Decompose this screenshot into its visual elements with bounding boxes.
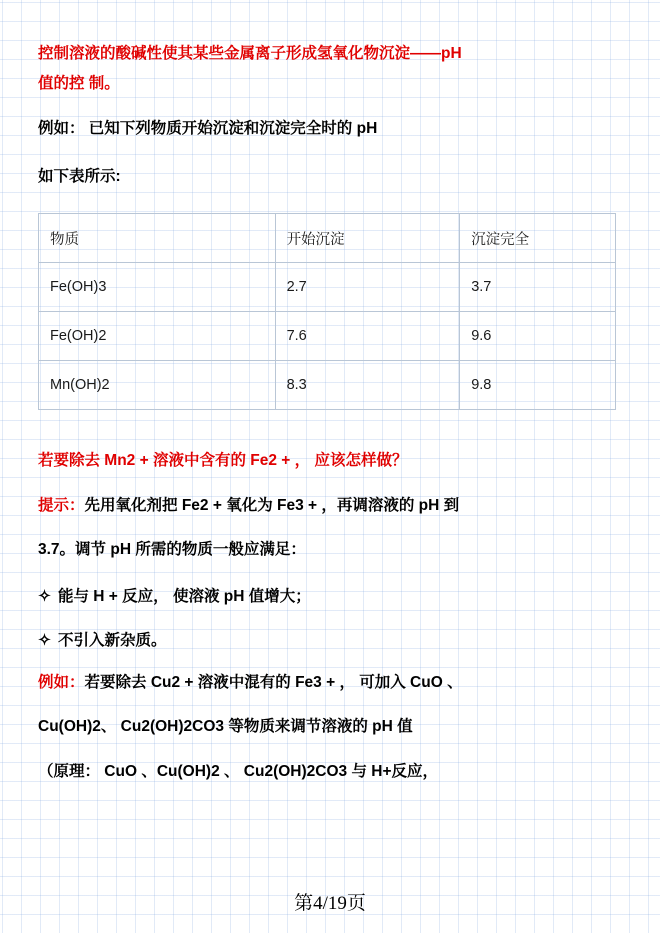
example-line-1 — [38, 672, 616, 694]
slide-title-line-1: 控制溶液的酸碱性使其某些金属离子形成氢氧化物沉淀——pH — [38, 45, 462, 62]
hint-body: 先用氧化剂把 Fe2 + 氧化为 Fe3 + ，再调溶液的 pH 到 — [84, 496, 460, 514]
diamond-icon: ✧ — [38, 631, 51, 649]
table-cell: 2.7 — [275, 263, 460, 312]
hint-line-2: 3.7。调节 pH 所需的物质一般应满足： — [38, 541, 306, 559]
hint-line-1 — [38, 495, 616, 517]
ph-table — [38, 213, 616, 410]
hint-label: 提示： — [38, 496, 85, 514]
bullet-item-1-label: 能与 H + 反应， 使溶液 pH 值增大； — [58, 587, 311, 605]
bullet-item-1 — [38, 584, 616, 606]
diamond-icon: ✧ — [38, 587, 51, 605]
bullet-item-2 — [38, 628, 616, 650]
table-cell: Fe(OH)3 — [39, 263, 276, 312]
example-line-2: Cu(OH)2、 Cu2(OH)2CO3 等物质来调节溶液的 pH 值 — [38, 718, 413, 736]
example-line-3: （原理： CuO 、Cu(OH)2 、 Cu2(OH)2CO3 与 H+反应， — [38, 762, 439, 780]
question-line: 若要除去 Mn2 + 溶液中含有的 Fe2 + ， 应该怎样做？ — [38, 452, 408, 470]
document-content — [38, 42, 616, 892]
table-cell: 9.8 — [460, 361, 616, 410]
table-cell: Mn(OH)2 — [39, 361, 276, 410]
bullet-item-2-label: 不引入新杂质。 — [58, 631, 167, 649]
page-footer: 第4/19页 — [294, 893, 366, 914]
example-body: 若要除去 Cu2 + 溶液中混有的 Fe3 + ， 可加入 CuO 、 — [84, 673, 463, 691]
intro-line-2: 如下表所示: — [38, 167, 121, 185]
table-header-cell: 沉淀完全 — [460, 214, 616, 263]
intro-line-1: 例如： 已知下列物质开始沉淀和沉淀完全时的 pH — [38, 120, 378, 138]
table-row — [39, 361, 616, 410]
table-row — [39, 312, 616, 361]
table-cell: 7.6 — [275, 312, 460, 361]
table-cell: 3.7 — [460, 263, 616, 312]
table-cell: 9.6 — [460, 312, 616, 361]
table-header-cell: 物质 — [39, 214, 276, 263]
table-header-row — [39, 214, 616, 263]
example-label: 例如： — [38, 673, 85, 691]
table-cell: 8.3 — [275, 361, 460, 410]
table-cell: Fe(OH)2 — [39, 312, 276, 361]
table-header-cell: 开始沉淀 — [275, 214, 460, 263]
slide-title-line-2: 值的控 制。 — [38, 75, 120, 93]
spacer — [38, 436, 616, 450]
table-row — [39, 263, 616, 312]
